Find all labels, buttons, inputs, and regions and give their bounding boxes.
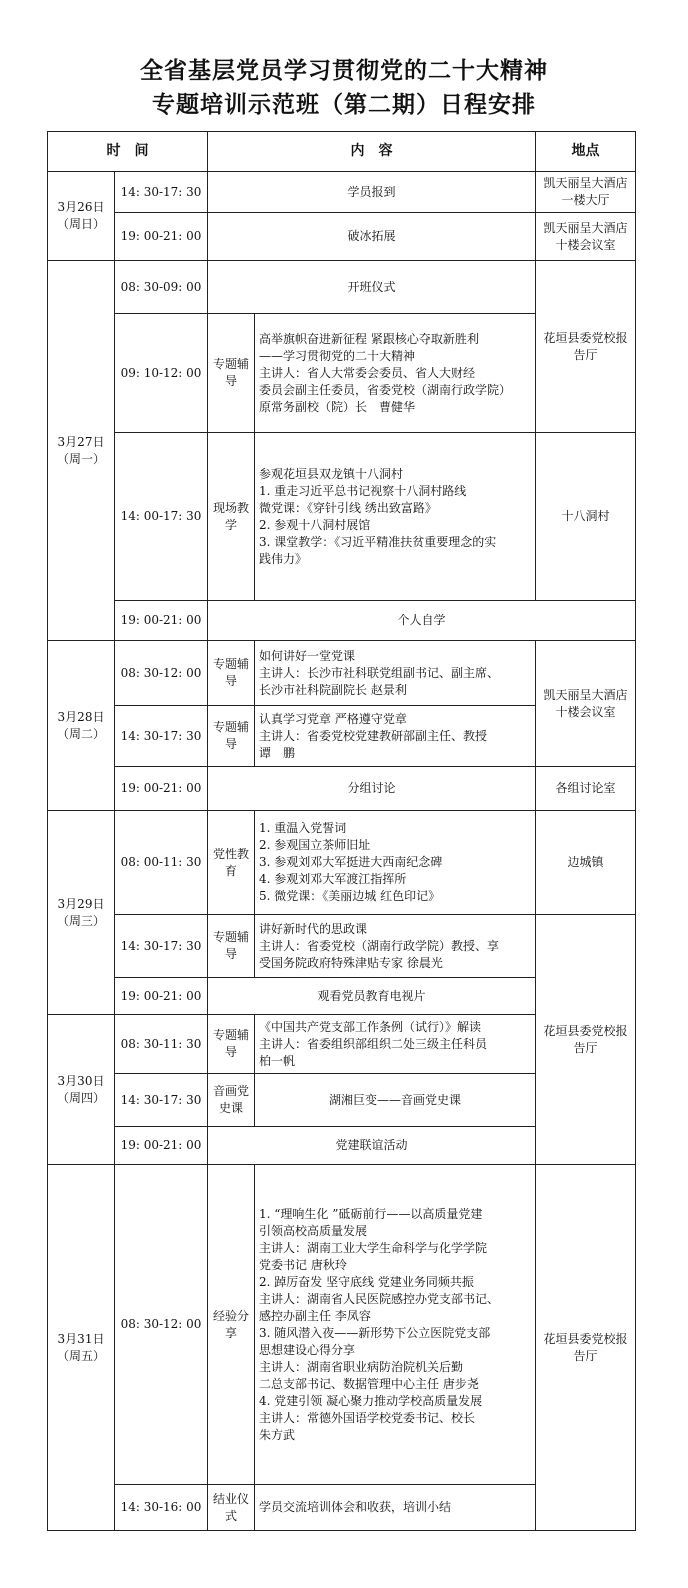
content-line: 如何讲好一堂党课: [259, 648, 356, 663]
day-cell: [48, 261, 115, 641]
time-cell: 14: 30-17: 30: [115, 915, 208, 978]
time-cell: 14: 30-17: 30: [115, 706, 208, 767]
time-cell: 08: 30-12: 00: [115, 1165, 208, 1485]
table-row: [48, 433, 636, 601]
session-type-cell: 专题辅导: [208, 314, 255, 433]
time-cell: 08: 30-09: 00: [115, 261, 208, 314]
page-title-line-1: 全省基层党员学习贯彻党的二十大精神: [140, 58, 548, 84]
content-line: 主讲人：湖南工业大学生命科学与化学学院: [259, 1240, 488, 1255]
time-cell: 08: 30-12: 00: [115, 641, 208, 706]
table-row: [48, 767, 636, 811]
content-cell: 破冰拓展: [208, 213, 536, 261]
content-cell: 学员交流培训体会和收获，培训小结: [255, 1485, 536, 1531]
day-date: 3月26日: [57, 200, 105, 214]
day-weekday: （周五）: [56, 1348, 105, 1363]
content-line: 原常务副校（院）长 曹健华: [259, 399, 416, 414]
content-line: 微党课：《穿针引线 绣出致富路》: [259, 500, 437, 515]
location-cell: 花垣县委党校报告厅: [536, 915, 636, 1165]
content-line: 认真学习党章 严格遵守党章: [259, 711, 407, 726]
session-type-cell: 现场教学: [208, 433, 255, 601]
time-cell: 14: 30-16: 00: [115, 1485, 208, 1531]
content-line: 1. “理响生化 ”砥砺前行——以高质量党建: [259, 1206, 483, 1221]
content-line: 1. 重温入党誓词: [259, 821, 347, 835]
content-line: 感控办副主任 李凤容: [259, 1308, 371, 1323]
table-row: [48, 601, 636, 641]
content-cell: [255, 1165, 536, 1485]
content-cell: [255, 433, 536, 601]
location-cell: 凯天丽呈大酒店十楼会议室: [536, 641, 636, 767]
day-cell: [48, 811, 115, 1015]
time-cell: 19: 00-21: 00: [115, 213, 208, 261]
content-cell: [255, 314, 536, 433]
content-line: 《中国共产党支部工作条例（试行）》解读: [259, 1019, 482, 1034]
page-title-line-2: 专题培训示范班（第二期）日程安排: [152, 92, 536, 118]
content-line: 3. 课堂教学：《习近平精准扶贫重要理念的实: [259, 534, 497, 549]
content-cell: 分组讨论: [208, 767, 536, 811]
content-line: 5. 微党课：《美丽边城 红色印记》: [259, 889, 441, 903]
content-line: 主讲人：常德外国语学校党委书记、校长: [259, 1410, 476, 1425]
content-line: 受国务院政府特殊津贴专家 徐晨光: [259, 955, 443, 970]
day-date: 3月30日: [57, 1073, 105, 1088]
day-weekday: （周日）: [56, 217, 105, 231]
day-cell: [48, 172, 115, 261]
header-time: 时 间: [48, 132, 208, 172]
location-cell: 花垣县委党校报告厅: [536, 1165, 636, 1531]
content-line: 党委书记 唐秋玲: [259, 1257, 347, 1272]
content-line: 践伟力》: [259, 551, 308, 566]
day-date: 3月27日: [57, 434, 105, 449]
content-line: 主讲人：湖南省人民医院感控办党支部书记、: [259, 1291, 500, 1306]
time-cell: 08: 00-11: 30: [115, 811, 208, 915]
content-line: 委员会副主任委员，省委党校（湖南行政学院）: [259, 382, 512, 397]
time-cell: 19: 00-21: 00: [115, 1127, 208, 1165]
content-cell: 学员报到: [208, 172, 536, 213]
content-cell: [255, 706, 536, 767]
content-line: 长沙市社科院副院长 赵景利: [259, 682, 407, 697]
table-row: [48, 261, 636, 314]
content-line: 4. 党建引领 凝心聚力推动学校高质量发展: [259, 1393, 483, 1408]
content-cell: [255, 915, 536, 978]
content-line: 2. 踔厉奋发 坚守底线 党建业务同频共振: [259, 1274, 474, 1289]
time-cell: 19: 00-21: 00: [115, 601, 208, 641]
header-content: 内 容: [208, 132, 536, 172]
location-cell: 各组讨论室: [536, 767, 636, 811]
session-type-cell: 专题辅导: [208, 706, 255, 767]
table-row: [48, 641, 636, 706]
content-cell: 开班仪式: [208, 261, 536, 314]
content-line: 谭 鹏: [259, 745, 296, 760]
content-line: 2. 参观国立茶师旧址: [259, 838, 371, 852]
time-cell: 19: 00-21: 00: [115, 978, 208, 1015]
table-row: [48, 213, 636, 261]
day-weekday: （周三）: [56, 913, 105, 928]
day-weekday: （周二）: [56, 726, 105, 741]
content-line: 参观花垣县双龙镇十八洞村: [259, 466, 404, 481]
table-row: [48, 1165, 636, 1485]
location-cell: 十八洞村: [536, 433, 636, 601]
content-line: 主讲人：省人大常委会委员、省人大财经: [259, 365, 476, 380]
content-line: 主讲人：省委组织部组织二处三级主任科员: [259, 1036, 488, 1051]
table-row: [48, 811, 636, 915]
table-row: [48, 172, 636, 213]
time-cell: 08: 30-11: 30: [115, 1015, 208, 1074]
content-line: 主讲人：长沙市社科联党组副书记、副主席、: [259, 665, 500, 680]
content-cell: 个人自学: [208, 601, 636, 641]
table-row: [48, 915, 636, 978]
content-line: 高举旗帜奋进新征程 紧跟核心夺取新胜利: [259, 331, 479, 346]
time-cell: 14: 30-17: 30: [115, 1074, 208, 1127]
time-cell: 14: 30-17: 30: [115, 172, 208, 213]
time-cell: 19: 00-21: 00: [115, 767, 208, 811]
day-cell: [48, 1015, 115, 1165]
content-cell: 党建联谊活动: [208, 1127, 536, 1165]
session-type-cell: 专题辅导: [208, 915, 255, 978]
location-cell: 凯天丽呈大酒店一楼大厅: [536, 172, 636, 213]
day-weekday: （周一）: [56, 451, 105, 466]
content-cell: [255, 641, 536, 706]
session-type-cell: 结业仪式: [208, 1485, 255, 1531]
session-type-cell: 专题辅导: [208, 641, 255, 706]
schedule-table: [47, 131, 636, 1531]
content-line: 思想建设心得分享: [259, 1342, 356, 1357]
content-line: 4. 参观刘邓大军渡江指挥所: [259, 872, 407, 886]
day-date: 3月31日: [57, 1331, 105, 1346]
content-line: 主讲人：湖南省职业病防治院机关后勤: [259, 1359, 464, 1374]
session-type-cell: 音画党史课: [208, 1074, 255, 1127]
day-cell: [48, 1165, 115, 1531]
time-cell: 14: 00-17: 30: [115, 433, 208, 601]
header-location: 地点: [536, 132, 636, 172]
content-line: 2. 参观十八洞村展馆: [259, 517, 371, 532]
content-cell: [255, 811, 536, 915]
content-line: 讲好新时代的思政课: [259, 921, 368, 936]
session-type-cell: 经验分享: [208, 1165, 255, 1485]
content-line: 1. 重走习近平总书记视察十八洞村路线: [259, 483, 467, 498]
time-cell: 09: 10-12: 00: [115, 314, 208, 433]
location-cell: 花垣县委党校报告厅: [536, 261, 636, 433]
location-cell: 边城镇: [536, 811, 636, 915]
day-date: 3月28日: [57, 709, 105, 724]
location-cell: 凯天丽呈大酒店十楼会议室: [536, 213, 636, 261]
content-line: 柏一帆: [259, 1053, 296, 1068]
content-line: 主讲人：省委党校党建教研部副主任、教授: [259, 728, 488, 743]
day-date: 3月29日: [57, 896, 105, 911]
day-weekday: （周四）: [56, 1090, 105, 1105]
content-line: 3. 随风潜入夜——新形势下公立医院党支部: [259, 1325, 491, 1340]
content-line: 主讲人：省委党校（湖南行政学院）教授、享: [259, 938, 500, 953]
content-line: 3. 参观刘邓大军挺进大西南纪念碑: [259, 855, 443, 869]
day-cell: [48, 641, 115, 811]
content-line: ——学习贯彻党的二十大精神: [259, 348, 416, 363]
session-type-cell: 党性教育: [208, 811, 255, 915]
header-row: [48, 132, 636, 172]
content-cell: [255, 1015, 536, 1074]
content-cell: 观看党员教育电视片: [208, 978, 536, 1015]
session-type-cell: 专题辅导: [208, 1015, 255, 1074]
content-line: 引领高校高质量发展: [259, 1223, 368, 1238]
content-line: 朱方武: [259, 1427, 296, 1442]
content-line: 二总支部书记、数据管理中心主任 唐步尧: [259, 1376, 479, 1391]
content-cell: 湖湘巨变——音画党史课: [255, 1074, 536, 1127]
